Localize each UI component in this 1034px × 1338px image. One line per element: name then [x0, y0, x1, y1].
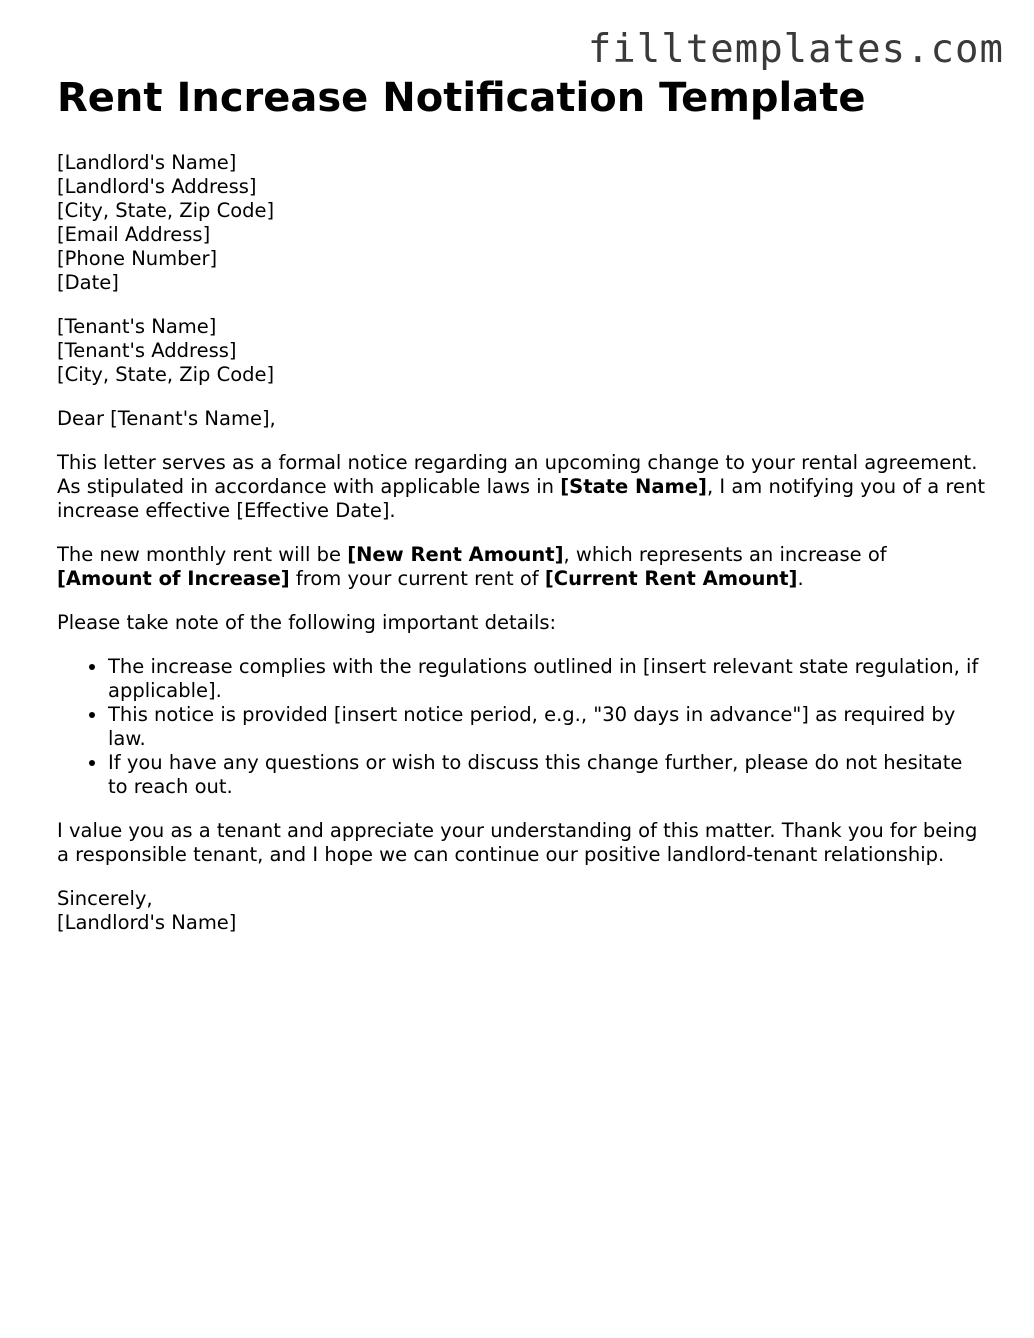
- closing-paragraph: I value you as a tenant and appreciate your understanding of this matter. Thank you for being a responsible tenant, and I hope we can continue our positive landlord-tenant relationship.: [57, 819, 978, 866]
- notice-text-b: , I am notifying you of a rent increase effective [Effective Date].: [57, 475, 985, 522]
- landlord-email-line: [Email Address]: [57, 223, 211, 246]
- rent-text-b: , which represents an increase of: [563, 543, 887, 566]
- landlord-address-line: [Landlord's Address]: [57, 175, 257, 198]
- document-title: Rent Increase Notification Template: [57, 75, 866, 121]
- details-list-item: • If you have any questions or wish to discuss this change further, please do not hesitate to reach out.: [108, 751, 987, 799]
- date-line: [Date]: [57, 271, 119, 294]
- watermark: filltemplates.com: [587, 27, 1004, 72]
- details-list: [57, 655, 987, 799]
- signoff: Sincerely,: [57, 887, 153, 910]
- tenant-name-line: [Tenant's Name]: [57, 315, 217, 338]
- rent-text-c: from your current rent of: [289, 567, 545, 590]
- landlord-phone-line: [Phone Number]: [57, 247, 218, 270]
- rent-text-d: .: [797, 567, 804, 590]
- increase-amount-placeholder: [Amount of Increase]: [57, 567, 290, 590]
- landlord-name-line: [Landlord's Name]: [57, 151, 237, 174]
- landlord-address-block: [57, 151, 987, 295]
- notice-paragraph: [57, 451, 987, 523]
- new-rent-placeholder: [New Rent Amount]: [347, 543, 564, 566]
- state-name-placeholder: [State Name]: [560, 475, 707, 498]
- current-rent-placeholder: [Current Rent Amount]: [544, 567, 798, 590]
- tenant-city-line: [City, State, Zip Code]: [57, 363, 275, 386]
- details-list-item: • This notice is provided [insert notice period, e.g., "30 days in advance"] as required by law.: [108, 703, 987, 751]
- notice-text-a: This letter serves as a formal notice regarding an upcoming change to your rental agreement. As stipulated in accordance with applicable laws in: [57, 451, 978, 498]
- signature-block: [57, 887, 987, 935]
- tenant-address-block: [57, 315, 987, 387]
- tenant-address-line: [Tenant's Address]: [57, 339, 237, 362]
- salutation: Dear [Tenant's Name],: [57, 407, 276, 430]
- details-list-item: • The increase complies with the regulations outlined in [insert relevant state regulation, if applicable].: [108, 655, 987, 703]
- details-intro: Please take note of the following important details:: [57, 611, 557, 634]
- signature-name: [Landlord's Name]: [57, 911, 237, 934]
- rent-text-a: The new monthly rent will be: [57, 543, 348, 566]
- document-body: [57, 74, 987, 955]
- rent-paragraph: [57, 543, 987, 591]
- landlord-city-line: [City, State, Zip Code]: [57, 199, 275, 222]
